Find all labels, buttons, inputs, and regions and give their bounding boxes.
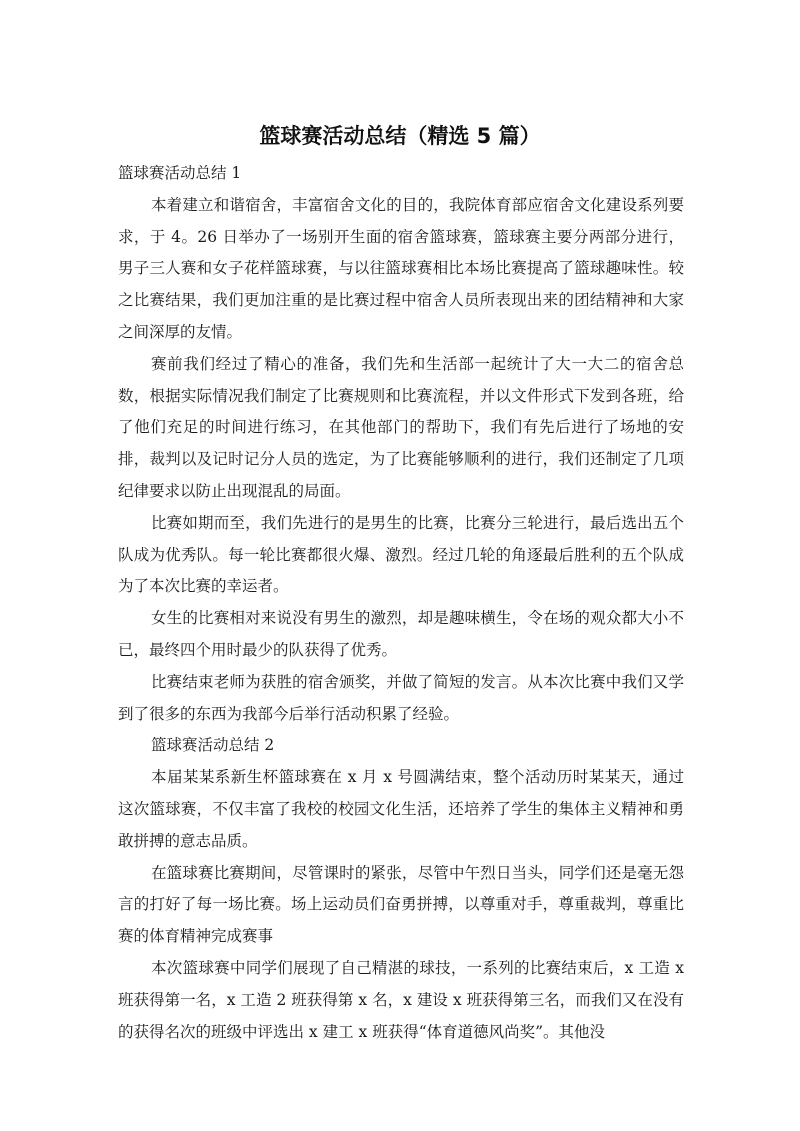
document-body: [118, 158, 684, 1048]
paragraph: 在篮球赛比赛期间，尽管课时的紧张，尽管中午烈日当头，同学们还是毫无怨言的打好了每一场比赛。场上运动员们奋勇拼搏，以尊重对手，尊重裁判，尊重比赛的体育精神完成赛事: [118, 863, 684, 946]
paragraph: 比赛如期而至，我们先进行的是男生的比赛，比赛分三轮进行，最后选出五个队成为优秀队。每一轮比赛都很火爆、激烈。经过几轮的角逐最后胜利的五个队成为了本次比赛的幸运者。: [118, 513, 684, 596]
paragraph: 赛前我们经过了精心的准备，我们先和生活部一起统计了大一大二的宿舍总数，根据实际情况我们制定了比赛规则和比赛流程，并以文件形式下发到各班，给了他们充足的时间进行练习，在其他部门的帮助下，我们有先后进行了场地的安排，裁判以及记时记分人员的选定，为了比赛能够顺利的进行，我们还制定了几项纪律要求以防止出现混乱的局面。: [118, 354, 684, 500]
document-title: 篮球赛活动总结（精选 5 篇）: [259, 124, 541, 148]
paragraph: 女生的比赛相对来说没有男生的激烈，却是趣味横生，令在场的观众都大小不已，最终四个用时最少的队获得了优秀。: [118, 609, 684, 659]
paragraph: 比赛结束老师为获胜的宿舍颁奖，并做了简短的发言。从本次比赛中我们又学到了很多的东西为我部今后举行活动积累了经验。: [118, 672, 684, 723]
paragraph: 本次篮球赛中同学们展现了自己精湛的球技，一系列的比赛结束后，x 工造 x 班获得第一名，x 工造 2 班获得第 x 名，x 建设 x 班获得第三名，而我们又在没有的获得名次的班级中评选出 x 建工 x 班获得“体育道德风尚奖”。其他没: [118, 958, 684, 1041]
paragraph: 本着建立和谐宿舍，丰富宿舍文化的目的，我院体育部应宿舍文化建设系列要求，于 4。26 日举办了一场别开生面的宿舍篮球赛，篮球赛主要分两部分进行，男子三人赛和女子花样篮球赛，与以往篮球赛相比本场比赛提高了篮球趣味性。较之比赛结果，我们更加注重的是比赛过程中宿舍人员所表现出来的团结精神和大家之间深厚的友情。: [118, 195, 684, 341]
section-heading: 篮球赛活动总结 1: [118, 164, 242, 182]
section-heading: 篮球赛活动总结 2: [151, 736, 275, 755]
paragraph: 本届某某系新生杯篮球赛在 x 月 x 号圆满结束，整个活动历时某某天，通过这次篮球赛，不仅丰富了我校的校园文化生活，还培养了学生的集体主义精神和勇敢拼搏的意志品质。: [118, 768, 684, 850]
